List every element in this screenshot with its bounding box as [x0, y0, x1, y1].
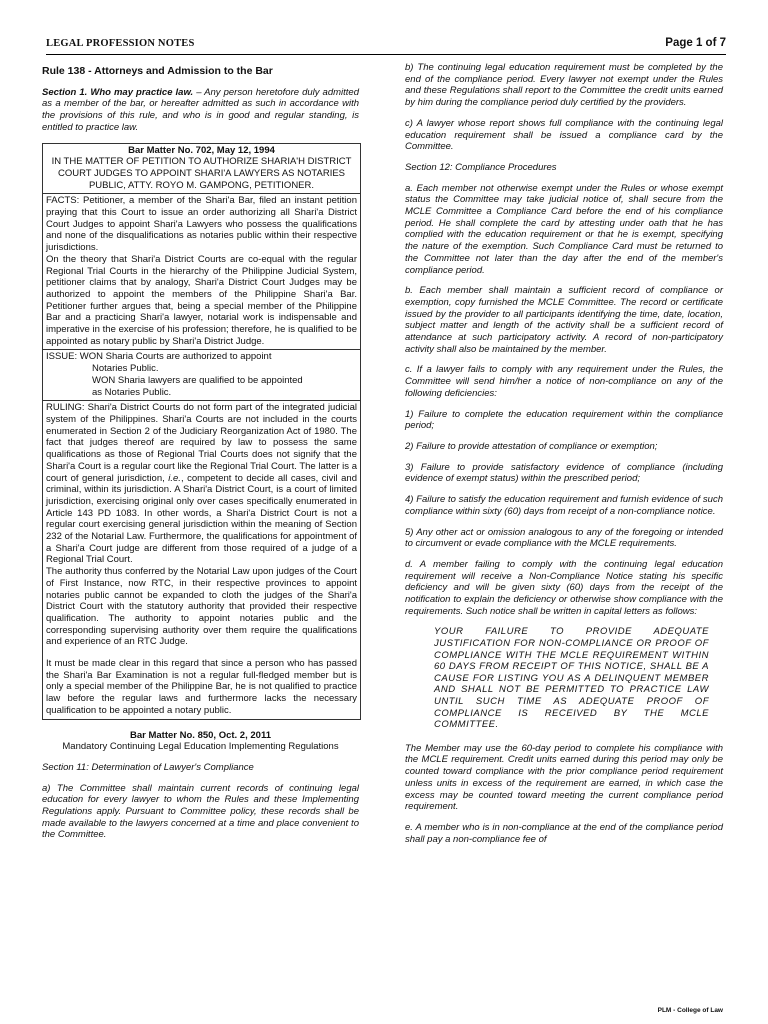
page-number: Page 1 of 7 [665, 37, 726, 49]
section-12-heading: Section 12: Compliance Procedures [405, 161, 557, 173]
ruling-paragraph-3: It must be made clear in this regard that since a person who has passed the Shari'a Bar Examination is not a regular full-fledged member but is only a special member of the Philippine Bar, he is not qualified to practice law before the regular laws and furthermore lacks the necessary qualification to be appointed a notary public. [46, 658, 357, 716]
deficiency-4: 4) Failure to satisfy the education requirement and furnish evidence of such compliance within sixty (60) days from receipt of a non-compliance notice. [405, 494, 723, 517]
deficiency-2: 2) Failure to provide attestation of compliance or exemption; [405, 440, 658, 452]
section-1-heading: Section 1. Who may practice law. [42, 86, 194, 98]
ruling-1b: , competent to decide all cases, civil and criminal, within its jurisdiction. A Shari'a District Court, is a court of limited jurisdiction, exercising original only over cases specifically enumerated in Article 143 PD 1083. In other words, a Shari'a District Court is not a regular court exercising general jurisdiction within the meaning of Section 232 of the Notarial Law. Furthermore, the qualifications for appointment of a Shari'a Court judge are different from those required of a judge of a Regional Trial Court. [46, 472, 357, 566]
right-column [405, 62, 723, 854]
left-column [42, 62, 359, 850]
deficiency-1: 1) Failure to complete the education requirement within the compliance period; [405, 408, 723, 432]
section-11-heading: Section 11: Determination of Lawyer's Compliance [42, 761, 254, 773]
case-1-caption: IN THE MATTER OF PETITION TO AUTHORIZE SHARIA'H DISTRICT COURT JUDGES TO APPOINT SHARI'A LAWYERS AS NOTARIES PUBLIC, ATTY. ROYO M. GAMPONG, PETITIONER. [51, 156, 352, 191]
section-12-paragraph-a: a. Each member not otherwise exempt under the Rules or whose exempt status the Committee may take judicial notice of, shall secure from the MCLE Committee a Compliance Card before the end of his compliance period. He shall complete the card by attesting under oath that he has complied with the education requirement or that he is exempt, specifying the nature of the exemption. Such Compliance Card must be returned to the Committee not later than the day after the end of the member's compliance period. [405, 182, 723, 276]
document-title: LEGAL PROFESSION NOTES [46, 38, 195, 49]
ruling-cell [43, 400, 360, 718]
section-12-paragraph-d-continued: The Member may use the 60-day period to complete his compliance with the MCLE requirement. Credit units earned during this period may only be counted toward compliance with the prior compliance period requirement unless units in excess of the requirement are earned, in which case the excess may be counted toward meeting the current compliance period requirement. [405, 742, 723, 813]
ruling-paragraph-2: The authority thus conferred by the Notarial Law upon judges of the Court of First Instance, now RTC, in their respective provinces to appoint notaries public cannot be expanded to cloth the judges of the Shari'a District Court with the statutory authority that provided their respective qualification. The authority to appoint notaries public and the corresponding supervising authority over them require the qualifications and experience of an RTC Judge. [46, 566, 357, 648]
section-12-paragraph-d: d. A member failing to comply with the continuing legal education requirement will receive a Non-Compliance Notice stating his specific deficiency and will be given sixty (60) days from the receipt of the notification to explain the deficiency or otherwise show compliance with the requirements. Such notice shall be written in capital letters as follows: [405, 558, 723, 617]
case-2-heading: Bar Matter No. 850, Oct. 2, 2011 [130, 729, 271, 741]
section-1-text: – Any person heretofore duly admitted as a member of the bar, or hereafter admitted as such in accordance with the provisions of this rule, and who is in good and regular standing, is entitled to practice law. [42, 86, 359, 133]
section-1-paragraph [42, 87, 359, 134]
ruling-paragraph-1 [46, 402, 357, 566]
facts-paragraph-2: On the theory that Shari'a District Courts are co-equal with the regular Regional Trial Courts in the hierarchy of the Philippine Judicial System, petitioner claims that by analogy, Shari'a District Court Judges may be authorized to appoint the members of the Philippine Shari'a Bar. Petitioner further argues that, being a special member of the Philippine Bar and a practicing Shari'a lawyer, notarial work is indispensable and imperative in the exercise of his profession; therefore, he is qualified to be appointed as notary public by Shari'a District Judge. [46, 253, 357, 347]
deficiency-3: 3) Failure to provide satisfactory evidence of compliance (including evidence of exempt status) within the prescribed period; [405, 461, 723, 485]
ruling-1a: RULING: Shari'a District Courts do not form part of the integrated judicial system of the Philippines. Shari'a Courts are not included in the courts enumerated in Section 2 of the Judiciary Reorganization Act of 1980. The fact that judges thereof are required by law to possess the same qualifications as those of Regional Trial Courts does not signify that the Shari'a Court is a regular court like the Regional Trial Court. The latter is a court of general jurisdiction, [46, 402, 357, 484]
case-digest-box [42, 143, 361, 720]
section-11-paragraph-b: b) The continuing legal education requirement must be completed by the end of the compliance period. Every lawyer not exempt under the Rules and these Regulations shall report to the Committee the credit units earned by him during the compliance period duly certified by the providers. [405, 62, 723, 109]
facts-cell [43, 193, 360, 349]
section-11-paragraph-a: a) The Committee shall maintain current records of continuing legal education for every lawyer to whom the Rules and these Implementing Regulations apply. Pursuant to Committee policy, these records shall be made available to the lawyers concerned at a time and place convenient to the Committee. [42, 782, 359, 841]
deficiency-5: 5) Any other act or omission analogous to any of the foregoing or intended to circumvent or evade compliance with the MCLE requirements. [405, 526, 723, 550]
issue-line-2: WON Sharia lawyers are qualified to be appointed [92, 374, 303, 386]
facts-paragraph-1: FACTS: Petitioner, a member of the Shari'a Bar, filed an instant petition praying that this Court to issue an order authorizing all Shari'a District Court Judges to appoint Shari'a Lawyers who possess the qualifications and none of the disqualifications as notaries public within their respective jurisdictions. [46, 195, 357, 254]
case-1-heading: Bar Matter No. 702, May 12, 1994 [128, 144, 275, 156]
section-12-paragraph-b: b. Each member shall maintain a sufficient record of compliance or exemption, copy furnished the MCLE Committee. The record or certificate issued by the provider to all participants identifying the time, date, location, subject matter and length of the activity shall be a sufficient record of attendance at such participatory activity. A record of non-participatory activity shall also be maintained by the member. [405, 285, 723, 355]
issue-line-2b: as Notaries Public. [92, 386, 172, 398]
case-header-cell [43, 144, 360, 194]
ruling-ie: i.e. [168, 472, 181, 484]
page-footer: PLM - College of Law [657, 1007, 723, 1014]
section-12-paragraph-e: e. A member who is in non-compliance at the end of the compliance period shall pay a non-compliance fee of [405, 821, 723, 845]
issue-cell [43, 349, 360, 400]
section-12-paragraph-c: c. If a lawyer fails to comply with any requirement under the Rules, the Committee will send him/her a notice of non-compliance on any of the following deficiencies: [405, 364, 723, 399]
non-compliance-notice: YOUR FAILURE TO PROVIDE ADEQUATE JUSTIFICATION FOR NON-COMPLIANCE OR PROOF OF COMPLIANCE WITH THE MCLE REQUIREMENT WITHIN 60 DAYS FROM RECEIPT OF THIS NOTICE, SHALL BE A CAUSE FOR LISTING YOU AS A DELINQUENT MEMBER AND SHALL NOT BE PERMITTED TO PRACTICE LAW UNTIL SUCH TIME AS ADEQUATE PROOF OF COMPLIANCE IS RECEIVED BY THE MCLE COMMITTEE. [434, 626, 709, 731]
issue-line-1b: Notaries Public. [92, 363, 159, 375]
issue-line-1: ISSUE: WON Sharia Courts are authorized to appoint [46, 351, 272, 363]
case-2-subtitle: Mandatory Continuing Legal Education Implementing Regulations [62, 741, 339, 753]
section-11-paragraph-c: c) A lawyer whose report shows full compliance with the continuing legal education requirement shall be issued a compliance card by the Committee. [405, 117, 723, 153]
rule-title: Rule 138 - Attorneys and Admission to the Bar [42, 65, 273, 77]
page-header [46, 38, 726, 55]
